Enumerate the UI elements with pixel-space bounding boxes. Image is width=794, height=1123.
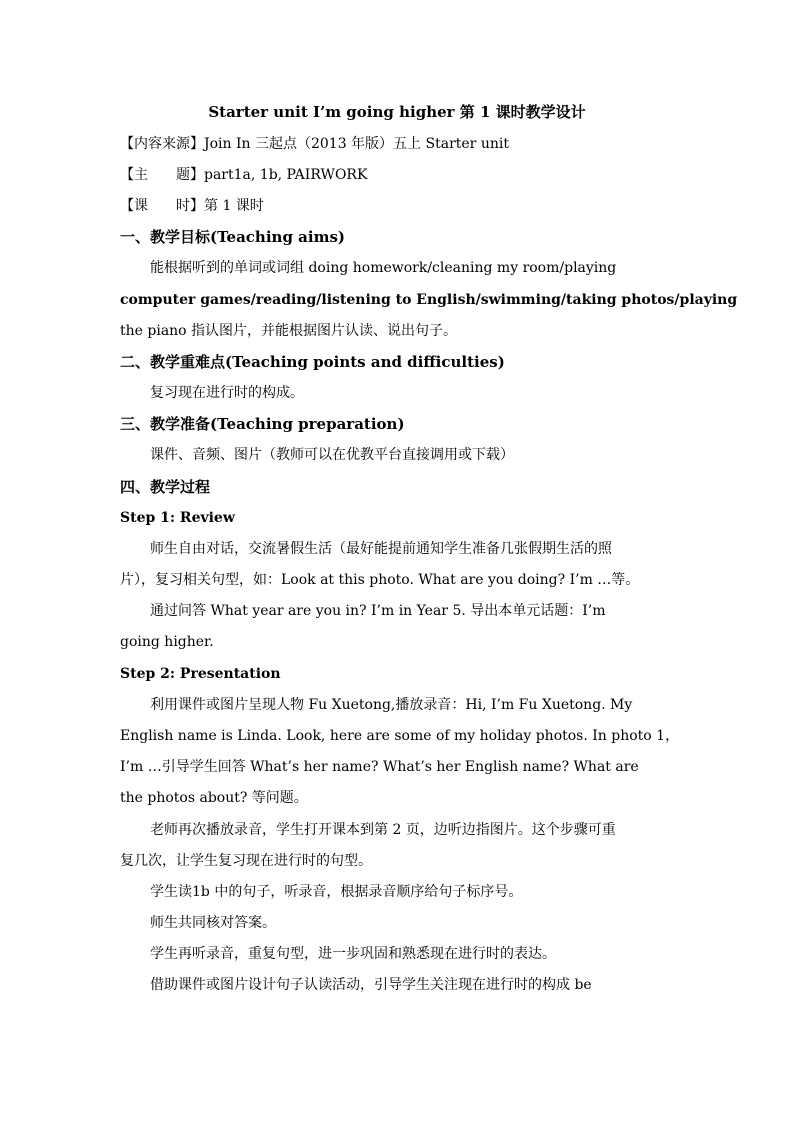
section-prep-heading: 三、教学准备(Teaching preparation) bbox=[120, 415, 405, 433]
document-title: Starter unit I’m going higher 第 1 课时教学设计 bbox=[208, 103, 586, 121]
step2-line: 学生读1b 中的句子，听录音，根据录音顺序给句子标序号。 bbox=[150, 884, 523, 900]
step1-line: going higher. bbox=[120, 634, 214, 650]
section-points-heading: 二、教学重难点(Teaching points and difficulties) bbox=[120, 353, 505, 371]
aims-line: 能根据听到的单词或词组 doing homework/cleaning my room/playing bbox=[150, 260, 617, 276]
step2-line: English name is Linda. Look, here are some of my holiday photos. In photo 1， bbox=[120, 728, 680, 744]
step2-line: 复几次，让学生复习现在进行时的句型。 bbox=[120, 853, 372, 869]
step2-line: 利用课件或图片呈现人物 Fu Xuetong,播放录音：Hi, I’m Fu Xuetong. My bbox=[150, 697, 633, 713]
step2-line: 师生共同核对答案。 bbox=[150, 915, 276, 931]
step1-line: 师生自由对话，交流暑假生活（最好能提前通知学生准备几张假期生活的照 bbox=[150, 541, 612, 557]
points-text: 复习现在进行时的构成。 bbox=[150, 385, 304, 401]
section-process-heading: 四、教学过程 bbox=[120, 478, 211, 496]
meta-source: 【内容来源】Join In 三起点（2013 年版）五上 Starter unit bbox=[120, 136, 509, 152]
step2-line: 借助课件或图片设计句子认读活动，引导学生关注现在进行时的构成 be bbox=[150, 977, 592, 993]
step2-line: the photos about? 等问题。 bbox=[120, 790, 308, 806]
aims-line: the piano 指认图片，并能根据图片认读、说出句子。 bbox=[120, 323, 458, 339]
meta-topic: 【主 题】part1a, 1b, PAIRWORK bbox=[120, 167, 368, 183]
step1-line: 片），复习相关句型，如：Look at this photo. What are you doing? I’m …等。 bbox=[120, 572, 640, 588]
step2-line: I’m …引导学生回答 What’s her name? What’s her English name? What are bbox=[120, 759, 639, 775]
aims-line: computer games/reading/listening to English/swimming/taking photos/playing bbox=[120, 292, 738, 308]
step2-heading: Step 2: Presentation bbox=[120, 666, 281, 682]
step1-line: 通过问答 What year are you in? I’m in Year 5. 导出本单元话题：I’m bbox=[150, 603, 606, 619]
step2-line: 学生再听录音，重复句型，进一步巩固和熟悉现在进行时的表达。 bbox=[150, 946, 556, 962]
meta-period: 【课 时】第 1 课时 bbox=[120, 198, 264, 214]
step2-line: 老师再次播放录音，学生打开课本到第 2 页，边听边指图片。这个步骤可重 bbox=[150, 822, 616, 838]
step1-heading: Step 1: Review bbox=[120, 510, 235, 526]
section-aims-heading: 一、教学目标(Teaching aims) bbox=[120, 228, 345, 246]
prep-text: 课件、音频、图片（教师可以在优教平台直接调用或下载） bbox=[150, 447, 514, 463]
